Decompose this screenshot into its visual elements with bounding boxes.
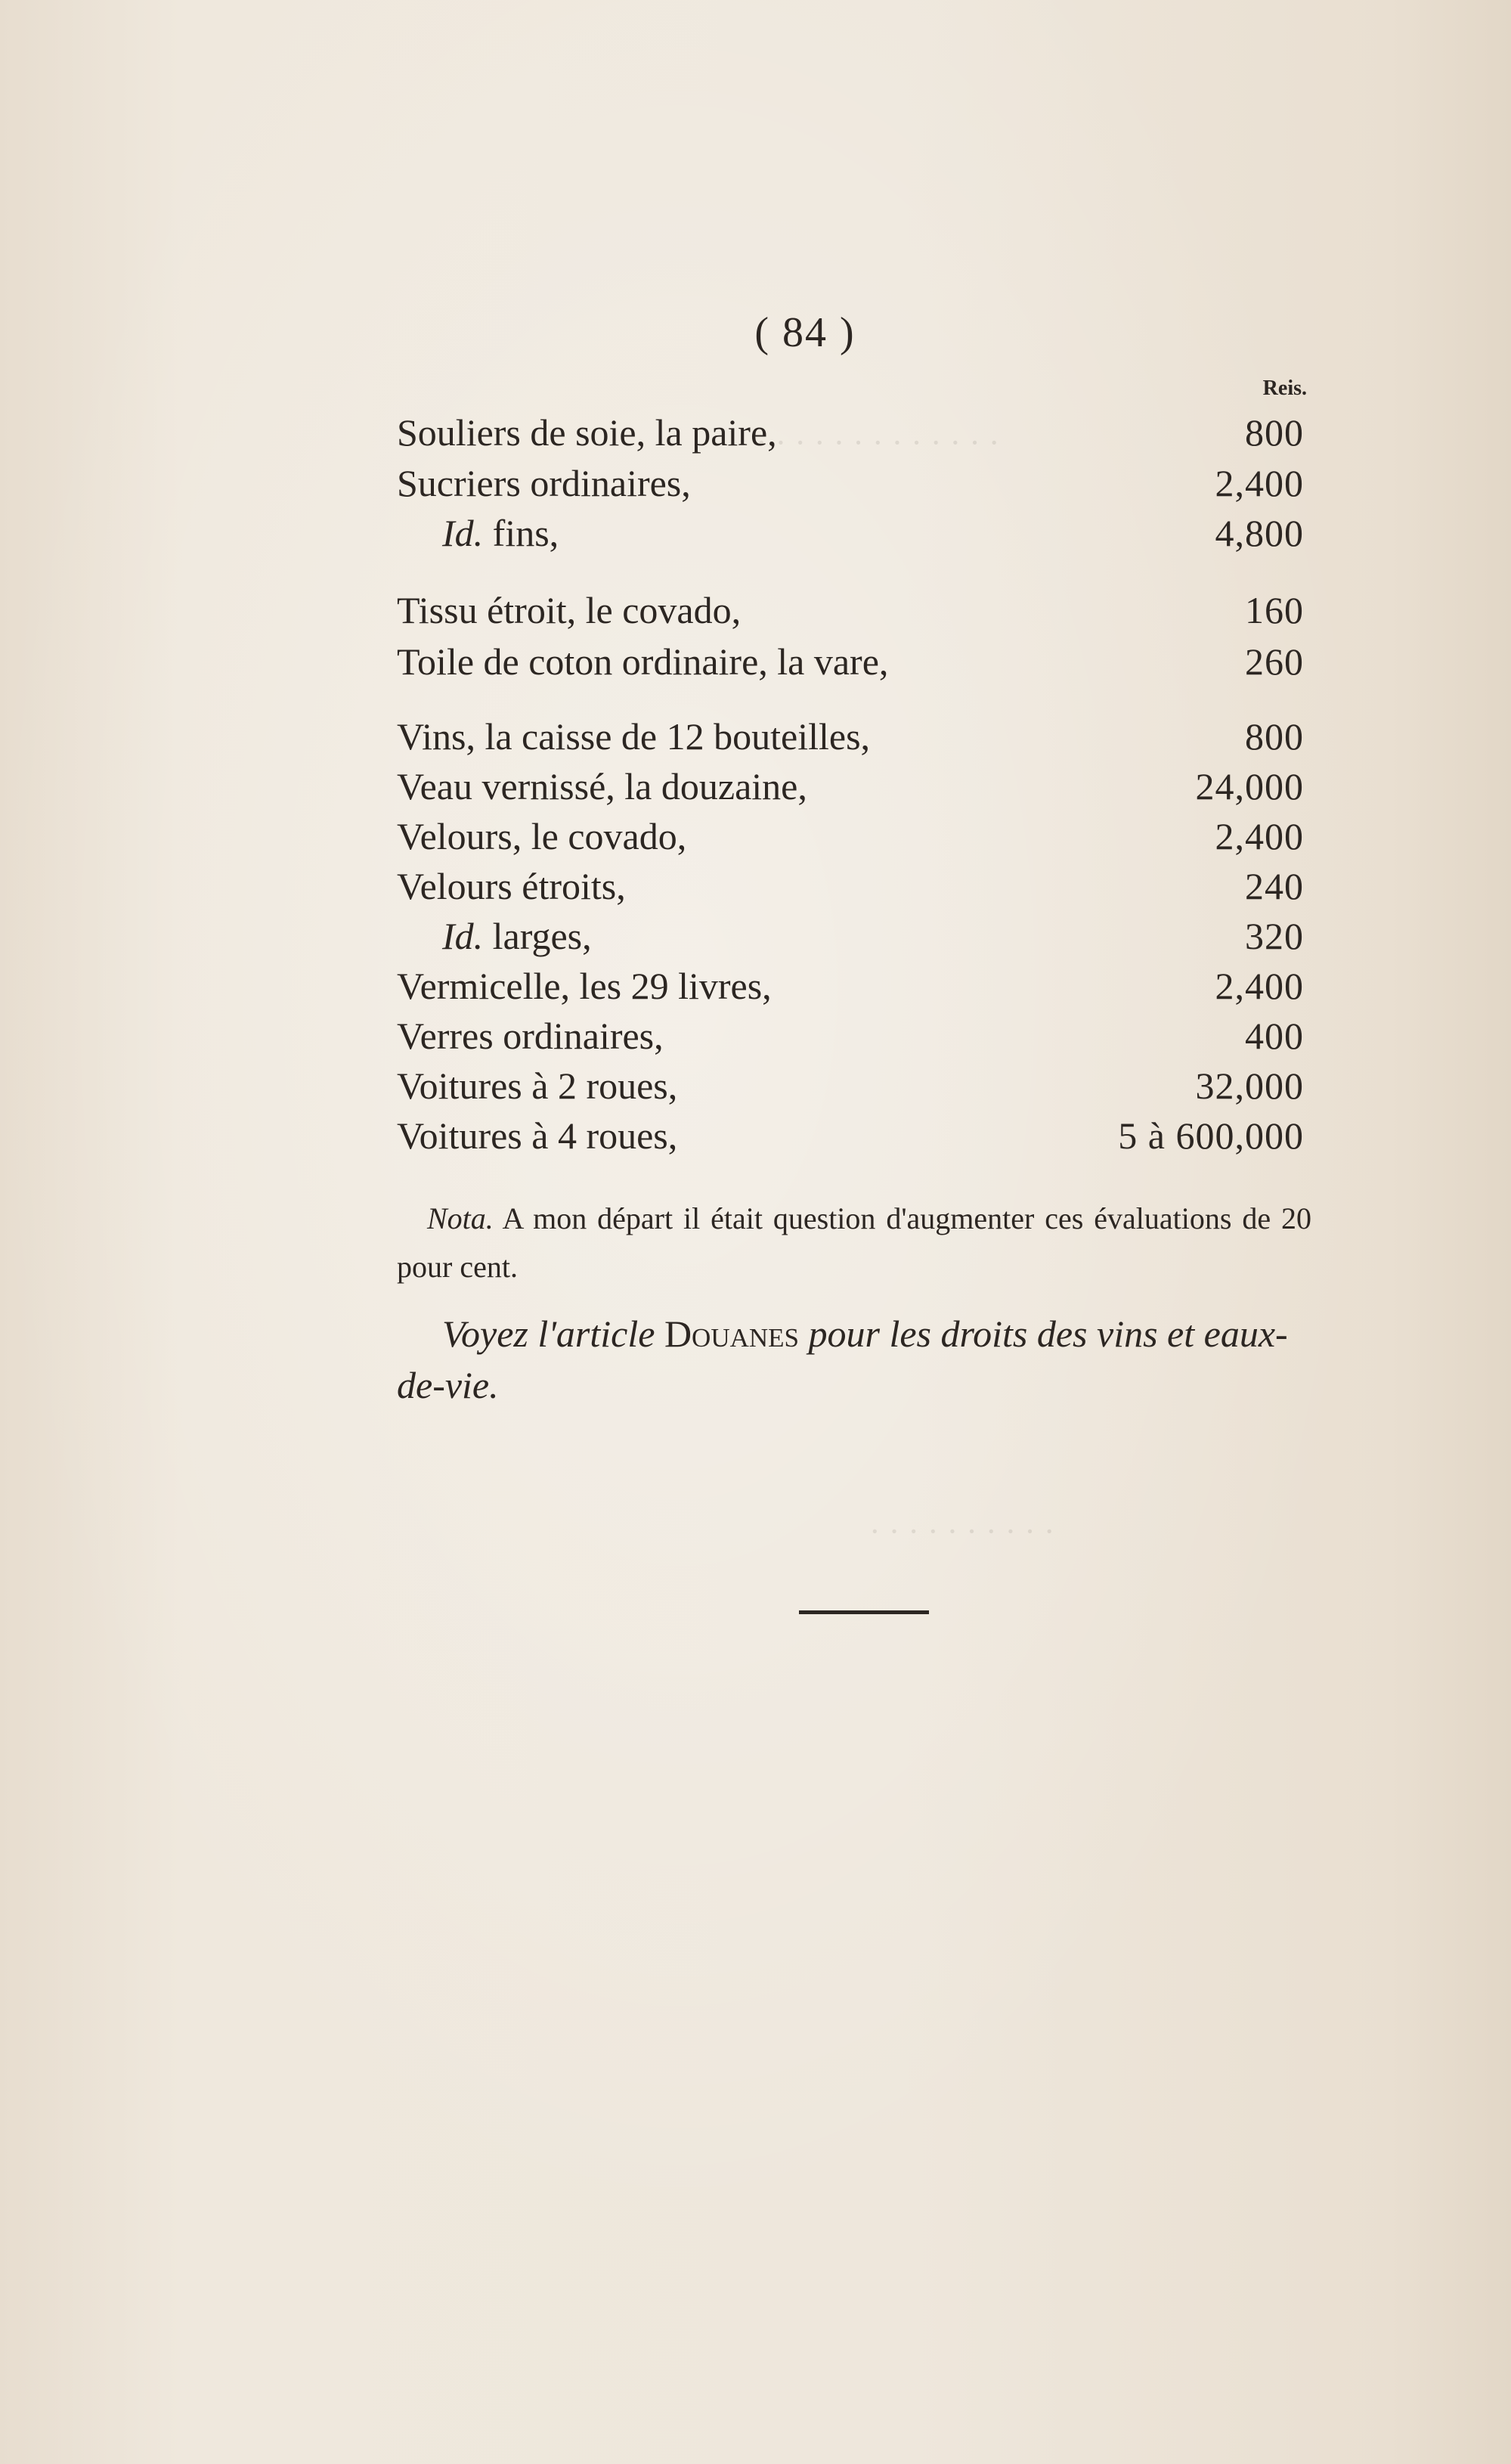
item-label: [442, 509, 559, 557]
list-item: [397, 912, 1304, 960]
page-number: ( 84 ): [754, 309, 856, 356]
list-item: [397, 509, 1304, 557]
item-label: Souliers de soie, la paire,: [397, 411, 777, 454]
nota-paragraph: [397, 1195, 1311, 1291]
list-item: [397, 1062, 1304, 1110]
item-value: 260: [1245, 640, 1304, 683]
see-also-keyword: Douanes: [664, 1313, 800, 1355]
item-label-text: fins,: [483, 512, 559, 554]
ditto-mark: Id.: [442, 915, 484, 957]
item-label: Veau vernissé, la douzaine,: [397, 765, 807, 807]
item-value: 160: [1245, 589, 1304, 631]
item-value: 4,800: [1215, 512, 1304, 554]
item-value: 2,400: [1215, 462, 1304, 504]
item-value: 5 à 600,000: [1118, 1114, 1304, 1157]
list-item: [397, 712, 1304, 761]
item-value: 240: [1245, 865, 1304, 907]
show-through-text: · · · · · · · · · ·: [869, 1513, 1055, 1550]
item-label: Tissu étroit, le covado,: [397, 589, 742, 631]
item-value: 800: [1245, 715, 1304, 758]
nota-text: A mon départ il était question d'augmenter ces évaluations de 20 pour cent.: [397, 1201, 1311, 1284]
list-item: [397, 1012, 1304, 1060]
see-also-part1: Voyez l'article: [442, 1313, 664, 1355]
item-value: 800: [1245, 411, 1304, 454]
item-label: Vermicelle, les 29 livres,: [397, 965, 772, 1007]
list-item: [397, 408, 1304, 457]
list-item: [397, 586, 1304, 634]
item-label: [442, 912, 592, 960]
item-label-text: larges,: [483, 915, 592, 957]
item-label: Vins, la caisse de 12 bouteilles,: [397, 715, 871, 758]
nota-prefix: Nota.: [427, 1201, 494, 1235]
item-label: Toile de coton ordinaire, la vare,: [397, 640, 889, 683]
section-divider: [799, 1610, 929, 1614]
list-item: [397, 812, 1304, 860]
unit-label: Reis.: [1262, 377, 1307, 400]
item-label: Velours étroits,: [397, 865, 626, 907]
list-item: [397, 762, 1304, 810]
see-also-part2: pour les droits des vins et eaux-de-vie.: [397, 1313, 1288, 1406]
item-label: Verres ordinaires,: [397, 1015, 664, 1057]
item-label: Voitures à 2 roues,: [397, 1065, 678, 1107]
item-value: 2,400: [1215, 815, 1304, 857]
item-label: Sucriers ordinaires,: [397, 462, 691, 504]
list-item: [397, 637, 1304, 686]
item-label: Velours, le covado,: [397, 815, 687, 857]
list-item: [397, 1111, 1304, 1160]
list-item: [397, 459, 1304, 507]
list-item: [397, 962, 1304, 1010]
ditto-mark: Id.: [442, 512, 484, 554]
see-also-paragraph: [397, 1308, 1311, 1411]
item-label: Voitures à 4 roues,: [397, 1114, 678, 1157]
item-value: 400: [1245, 1015, 1304, 1057]
item-value: 24,000: [1195, 765, 1304, 807]
list-item: [397, 862, 1304, 910]
item-value: 32,000: [1195, 1065, 1304, 1107]
item-value: 320: [1245, 915, 1304, 957]
show-through-text: · · · · · · · · · · · · ·: [756, 424, 1000, 461]
item-value: 2,400: [1215, 965, 1304, 1007]
